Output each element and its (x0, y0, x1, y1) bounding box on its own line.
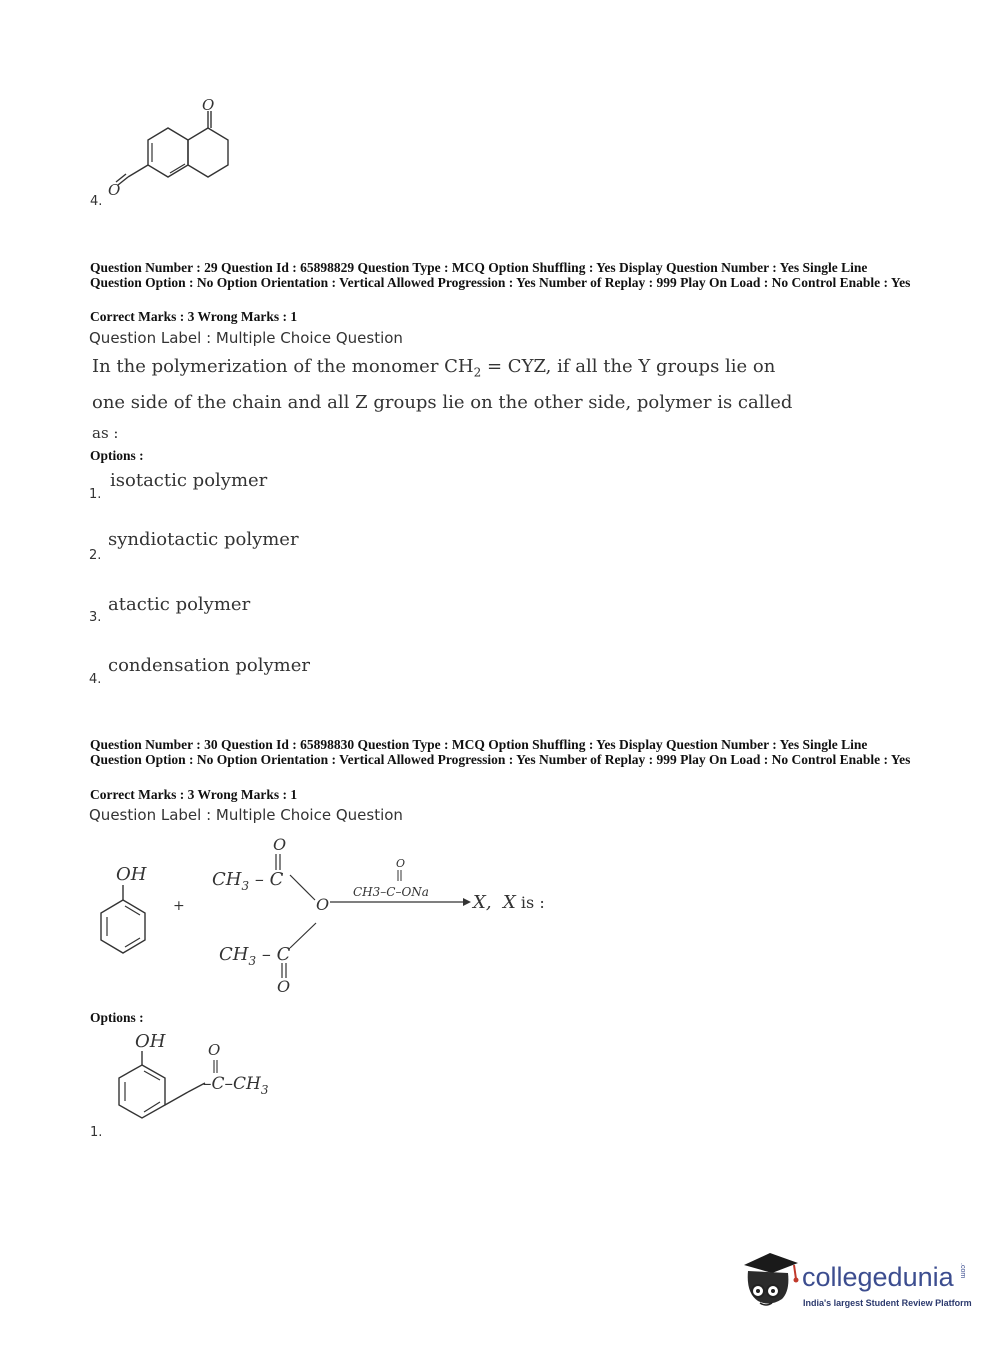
q30-product-x: X, (473, 892, 492, 913)
q29-text-line-1: In the polymerization of the monomer $CH_2$ = CYZ, if all the Y groups lie on (92, 356, 776, 380)
q30-phenol-oh: OH (116, 864, 147, 885)
q30-option-1-structure (85, 1025, 305, 1135)
q29-option-4-text: condensation polymer (108, 655, 310, 676)
logo-tagline: India's largest Student Review Platform (803, 1298, 972, 1308)
q30-option-1-acetyl: $-C-CH_3$ (203, 1074, 269, 1097)
prev-option-4-number: 4. (90, 194, 103, 209)
q30-option-1-number: 1. (90, 1125, 103, 1140)
q29-option-4-number: 4. (89, 672, 102, 687)
q29-option-1-number: 1. (89, 487, 102, 502)
q30-reagent: CH3–C–ONa (353, 885, 429, 899)
q29-option-2-text: syndiotactic polymer (108, 529, 299, 550)
q30-bottom-carbonyl-o: O (277, 977, 291, 996)
q30-option-1-o: O (208, 1041, 221, 1059)
logo-dotcom: .com (959, 1263, 966, 1279)
q30-meta: Question Number : 30 Question Id : 65898830 Question Type : MCQ Option Shuffling : Yes Display Question Number : Yes Single Line Question Option : No Option Orientation : Vertical Allowed Progression : Yes Number of Replay : 999 Play On Load : No Control Enable : Yes (90, 737, 911, 767)
q29-text-line-3: as : (92, 423, 119, 442)
q29-marks: Correct Marks : 3 Wrong Marks : 1 (90, 309, 298, 324)
q30-question-label: Question Label : Multiple Choice Question (89, 806, 403, 824)
q29-text-line-2: one side of the chain and all Z groups lie on the other side, polymer is called (92, 391, 793, 413)
q29-question-text (92, 352, 812, 448)
q29-question-label: Question Label : Multiple Choice Question (89, 329, 403, 347)
q30-options-header: Options : (90, 1010, 144, 1025)
q30-plus-sign: + (173, 898, 185, 914)
q30-option-1-oh: OH (135, 1031, 166, 1052)
prev-option-4-structure (88, 95, 248, 210)
q30-bridge-o: O (316, 895, 330, 914)
q29-option-3-number: 3. (89, 610, 102, 625)
prev-option-4 (88, 95, 248, 215)
q30-option-1[interactable] (85, 1025, 305, 1145)
prev-oxo-label-left: O (108, 181, 121, 199)
mascot-icon (740, 1249, 802, 1315)
q30-marks: Correct Marks : 3 Wrong Marks : 1 (90, 787, 298, 802)
q29-option-3-text: atactic polymer (108, 594, 251, 615)
q30-top-acyl: $CH_3$ – C (212, 869, 284, 893)
logo-wordmark: collegedunia (802, 1262, 954, 1292)
q30-top-carbonyl-o: O (273, 835, 287, 854)
q29-meta: Question Number : 29 Question Id : 65898829 Question Type : MCQ Option Shuffling : Yes Display Question Number : Yes Single Line Question Option : No Option Orientation : Vertical Allowed Progression : Yes Number of Replay : 999 Play On Load : No Control Enable : Yes (90, 260, 911, 290)
collegedunia-logo (740, 1249, 970, 1319)
q30-question-prompt: X is : (503, 892, 545, 913)
q30-reagent-o: O (396, 857, 406, 870)
q30-bottom-acyl: $CH_3$ – C (219, 944, 291, 968)
prev-oxo-label-top: O (202, 96, 215, 114)
q29-option-1-text: isotactic polymer (110, 470, 268, 491)
q29-option-2-number: 2. (89, 548, 102, 563)
q29-options-header: Options : (90, 448, 144, 463)
q30-reaction-scheme (85, 830, 565, 1000)
